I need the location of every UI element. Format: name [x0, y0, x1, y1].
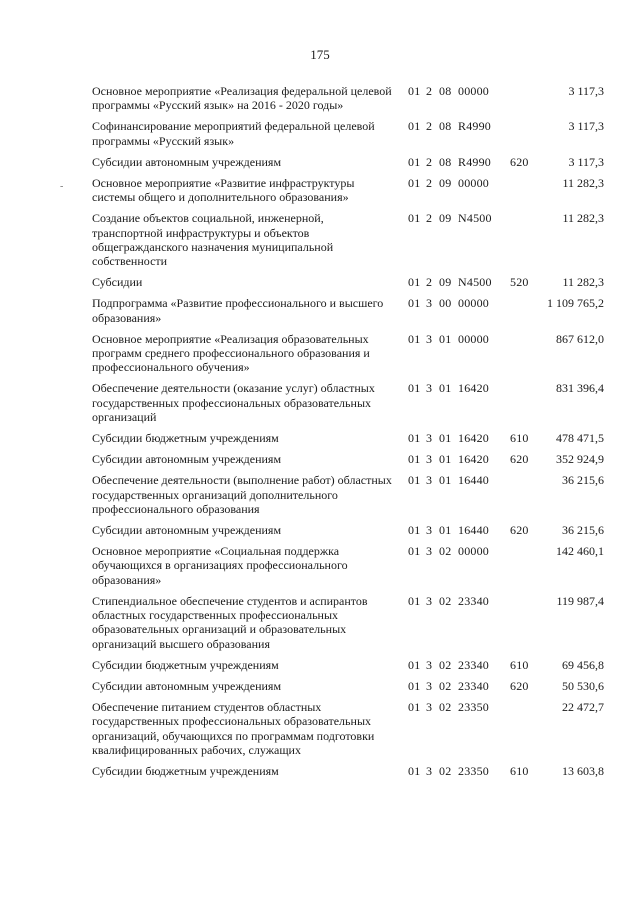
amount: 119 987,4 [556, 593, 604, 608]
code-part-3: 01 [439, 473, 452, 488]
code-part-2: 3 [426, 544, 433, 559]
code-part-3: 08 [439, 84, 452, 98]
code-part-4: 00000 [458, 296, 489, 311]
code-part-3: 00 [439, 296, 452, 311]
code-part-4: 16420 [458, 431, 489, 446]
amount: 11 282,3 [562, 275, 604, 290]
amount: 142 460,1 [556, 544, 604, 559]
code-part-5: 620 [510, 452, 529, 467]
amount: 831 396,4 [556, 381, 604, 396]
code-part-5: 520 [510, 275, 529, 290]
code-part-1: 01 [408, 523, 421, 538]
code-part-2: 3 [426, 763, 433, 778]
code-part-1: 01 [408, 211, 421, 226]
code-part-1: 01 [408, 431, 421, 446]
code-part-3: 01 [439, 452, 452, 467]
code-part-4: R4990 [458, 154, 492, 169]
code-part-3: 08 [439, 154, 452, 169]
code-part-2: 3 [426, 452, 433, 467]
budget-code [408, 544, 534, 558]
table-row [0, 84, 640, 112]
budget-code [408, 84, 534, 98]
code-part-4: 00000 [458, 84, 489, 98]
code-part-3: 01 [439, 381, 452, 396]
item-name: Субсидии [92, 275, 143, 290]
amount: 3 117,3 [568, 154, 604, 169]
table-row [0, 211, 640, 268]
budget-code [408, 155, 534, 169]
item-name: Субсидии автономным учреждениям [92, 523, 282, 538]
amount: 50 530,6 [562, 678, 604, 693]
item-name: Стипендиальное обеспечение студентов и аспирантов областных государственных профессиональных образовательных организаций и образовательных организаций высшего образования [92, 593, 368, 651]
item-name: Основное мероприятие «Развитие инфраструктуры системы общего и дополнительного образования» [92, 176, 355, 205]
code-part-2: 3 [426, 473, 433, 488]
budget-code [408, 452, 534, 466]
code-part-3: 02 [439, 763, 452, 778]
amount: 3 117,3 [568, 119, 604, 134]
item-name: Обеспечение деятельности (выполнение работ) областных государственных организаций дополнительного профессионального образования [92, 473, 392, 516]
budget-code [408, 211, 534, 225]
amount: 1 109 765,2 [547, 296, 604, 311]
table-row [0, 658, 640, 672]
amount: 3 117,3 [568, 84, 604, 98]
code-part-5: 620 [510, 154, 529, 169]
item-name: Основное мероприятие «Социальная поддержка обучающихся в организациях профессионального образования» [92, 544, 348, 587]
budget-code [408, 523, 534, 537]
table-row [0, 594, 640, 651]
code-part-3: 01 [439, 331, 452, 346]
budget-code [408, 275, 534, 289]
code-part-2: 3 [426, 657, 433, 672]
item-name: Субсидии автономным учреждениям [92, 452, 282, 467]
amount: 11 282,3 [562, 176, 604, 191]
code-part-4: 23340 [458, 593, 489, 608]
amount: 36 215,6 [562, 523, 604, 538]
code-part-2: 2 [426, 119, 433, 134]
code-part-5: 610 [510, 657, 529, 672]
budget-code [408, 658, 534, 672]
code-part-2: 3 [426, 678, 433, 693]
code-part-5: 610 [510, 763, 529, 778]
code-part-2: 3 [426, 296, 433, 311]
budget-code [408, 700, 534, 714]
item-name: Субсидии автономным учреждениям [92, 678, 282, 693]
budget-code [408, 119, 534, 133]
code-part-1: 01 [408, 275, 421, 290]
code-part-2: 2 [426, 84, 433, 98]
code-part-2: 3 [426, 331, 433, 346]
code-part-3: 02 [439, 593, 452, 608]
code-part-4: 16420 [458, 381, 489, 396]
amount: 13 603,8 [562, 763, 604, 778]
code-part-2: 3 [426, 523, 433, 538]
table-row [0, 473, 640, 516]
code-part-1: 01 [408, 381, 421, 396]
code-part-1: 01 [408, 296, 421, 311]
code-part-4: 16420 [458, 452, 489, 467]
code-part-1: 01 [408, 84, 421, 98]
table-row [0, 381, 640, 424]
item-name: Софинансирование мероприятий федеральной целевой программы «Русский язык» [92, 119, 375, 148]
code-part-5: 610 [510, 431, 529, 446]
code-part-4: R4990 [458, 119, 492, 134]
code-part-4: 23350 [458, 763, 489, 778]
item-name: Обеспечение питанием студентов областных государственных профессиональных образовательных организаций, обучающихся по программам подготовки квалифицированных рабочих, служащих [92, 700, 375, 757]
budget-code [408, 764, 534, 778]
budget-code [408, 176, 534, 190]
item-name: Субсидии бюджетным учреждениям [92, 657, 279, 672]
table-row [0, 544, 640, 587]
code-part-1: 01 [408, 763, 421, 778]
item-name: Основное мероприятие «Реализация образовательных программ среднего профессионального образования и профессионального обучения» [92, 331, 370, 375]
code-part-1: 01 [408, 331, 421, 346]
code-part-1: 01 [408, 452, 421, 467]
item-name: Подпрограмма «Развитие профессионального и высшего образования» [92, 296, 384, 325]
table-row [0, 332, 640, 375]
code-part-4: 23340 [458, 678, 489, 693]
code-part-4: 16440 [458, 473, 489, 488]
code-part-4: 16440 [458, 523, 489, 538]
table-row [0, 700, 640, 757]
code-part-2: 3 [426, 431, 433, 446]
code-part-2: 3 [426, 593, 433, 608]
code-part-3: 02 [439, 678, 452, 693]
table-row [0, 176, 640, 204]
budget-code [408, 679, 534, 693]
code-part-1: 01 [408, 473, 421, 488]
table-row [0, 275, 640, 289]
table-row [0, 764, 640, 778]
code-part-4: 00000 [458, 176, 489, 191]
item-name: Субсидии бюджетным учреждениям [92, 763, 279, 778]
item-name: Субсидии автономным учреждениям [92, 154, 282, 169]
table-row [0, 523, 640, 537]
code-part-3: 02 [439, 544, 452, 559]
code-part-3: 02 [439, 700, 452, 715]
amount: 36 215,6 [562, 473, 604, 488]
budget-code [408, 381, 534, 395]
code-part-4: 23340 [458, 657, 489, 672]
code-part-4: N4500 [458, 275, 492, 290]
budget-code [408, 594, 534, 608]
code-part-3: 09 [439, 275, 452, 290]
code-part-3: 08 [439, 119, 452, 134]
code-part-1: 01 [408, 700, 421, 715]
item-name: Обеспечение деятельности (оказание услуг) областных государственных профессиональных образовательных организаций [92, 381, 375, 424]
code-part-3: 09 [439, 176, 452, 191]
budget-code [408, 473, 534, 487]
budget-code [408, 332, 534, 346]
budget-code [408, 431, 534, 445]
amount: 352 924,9 [556, 452, 604, 467]
amount: 11 282,3 [562, 211, 604, 226]
code-part-2: 3 [426, 381, 433, 396]
code-part-2: 3 [426, 700, 433, 715]
code-part-4: 00000 [458, 544, 489, 559]
scan-mark: - [60, 181, 64, 192]
table-row [0, 119, 640, 147]
amount: 22 472,7 [562, 700, 604, 715]
code-part-1: 01 [408, 154, 421, 169]
table-row [0, 296, 640, 324]
code-part-5: 620 [510, 678, 529, 693]
code-part-1: 01 [408, 176, 421, 191]
code-part-5: 620 [510, 523, 529, 538]
code-part-1: 01 [408, 657, 421, 672]
amount: 478 471,5 [556, 431, 604, 446]
item-name: Основное мероприятие «Реализация федеральной целевой программы «Русский язык» на 2016 - 2020 годы» [92, 84, 392, 113]
budget-code [408, 296, 534, 310]
budget-table [0, 84, 640, 785]
page-number: 175 [310, 47, 330, 62]
code-part-2: 2 [426, 275, 433, 290]
item-name: Субсидии бюджетным учреждениям [92, 431, 279, 446]
code-part-4: 23350 [458, 700, 489, 715]
table-row [0, 155, 640, 169]
code-part-2: 2 [426, 211, 433, 226]
code-part-4: N4500 [458, 211, 492, 226]
table-row [0, 431, 640, 445]
code-part-4: 00000 [458, 331, 489, 346]
code-part-3: 01 [439, 523, 452, 538]
code-part-3: 02 [439, 657, 452, 672]
table-row [0, 452, 640, 466]
amount: 867 612,0 [556, 331, 604, 346]
code-part-1: 01 [408, 119, 421, 134]
table-row [0, 679, 640, 693]
code-part-2: 2 [426, 176, 433, 191]
code-part-2: 2 [426, 154, 433, 169]
item-name: Создание объектов социальной, инженерной, транспортной инфраструктуры и объектов общегражданского назначения муниципальной собственности [92, 211, 334, 269]
code-part-3: 01 [439, 431, 452, 446]
code-part-3: 09 [439, 211, 452, 226]
amount: 69 456,8 [562, 657, 604, 672]
code-part-1: 01 [408, 593, 421, 608]
code-part-1: 01 [408, 678, 421, 693]
code-part-1: 01 [408, 544, 421, 559]
